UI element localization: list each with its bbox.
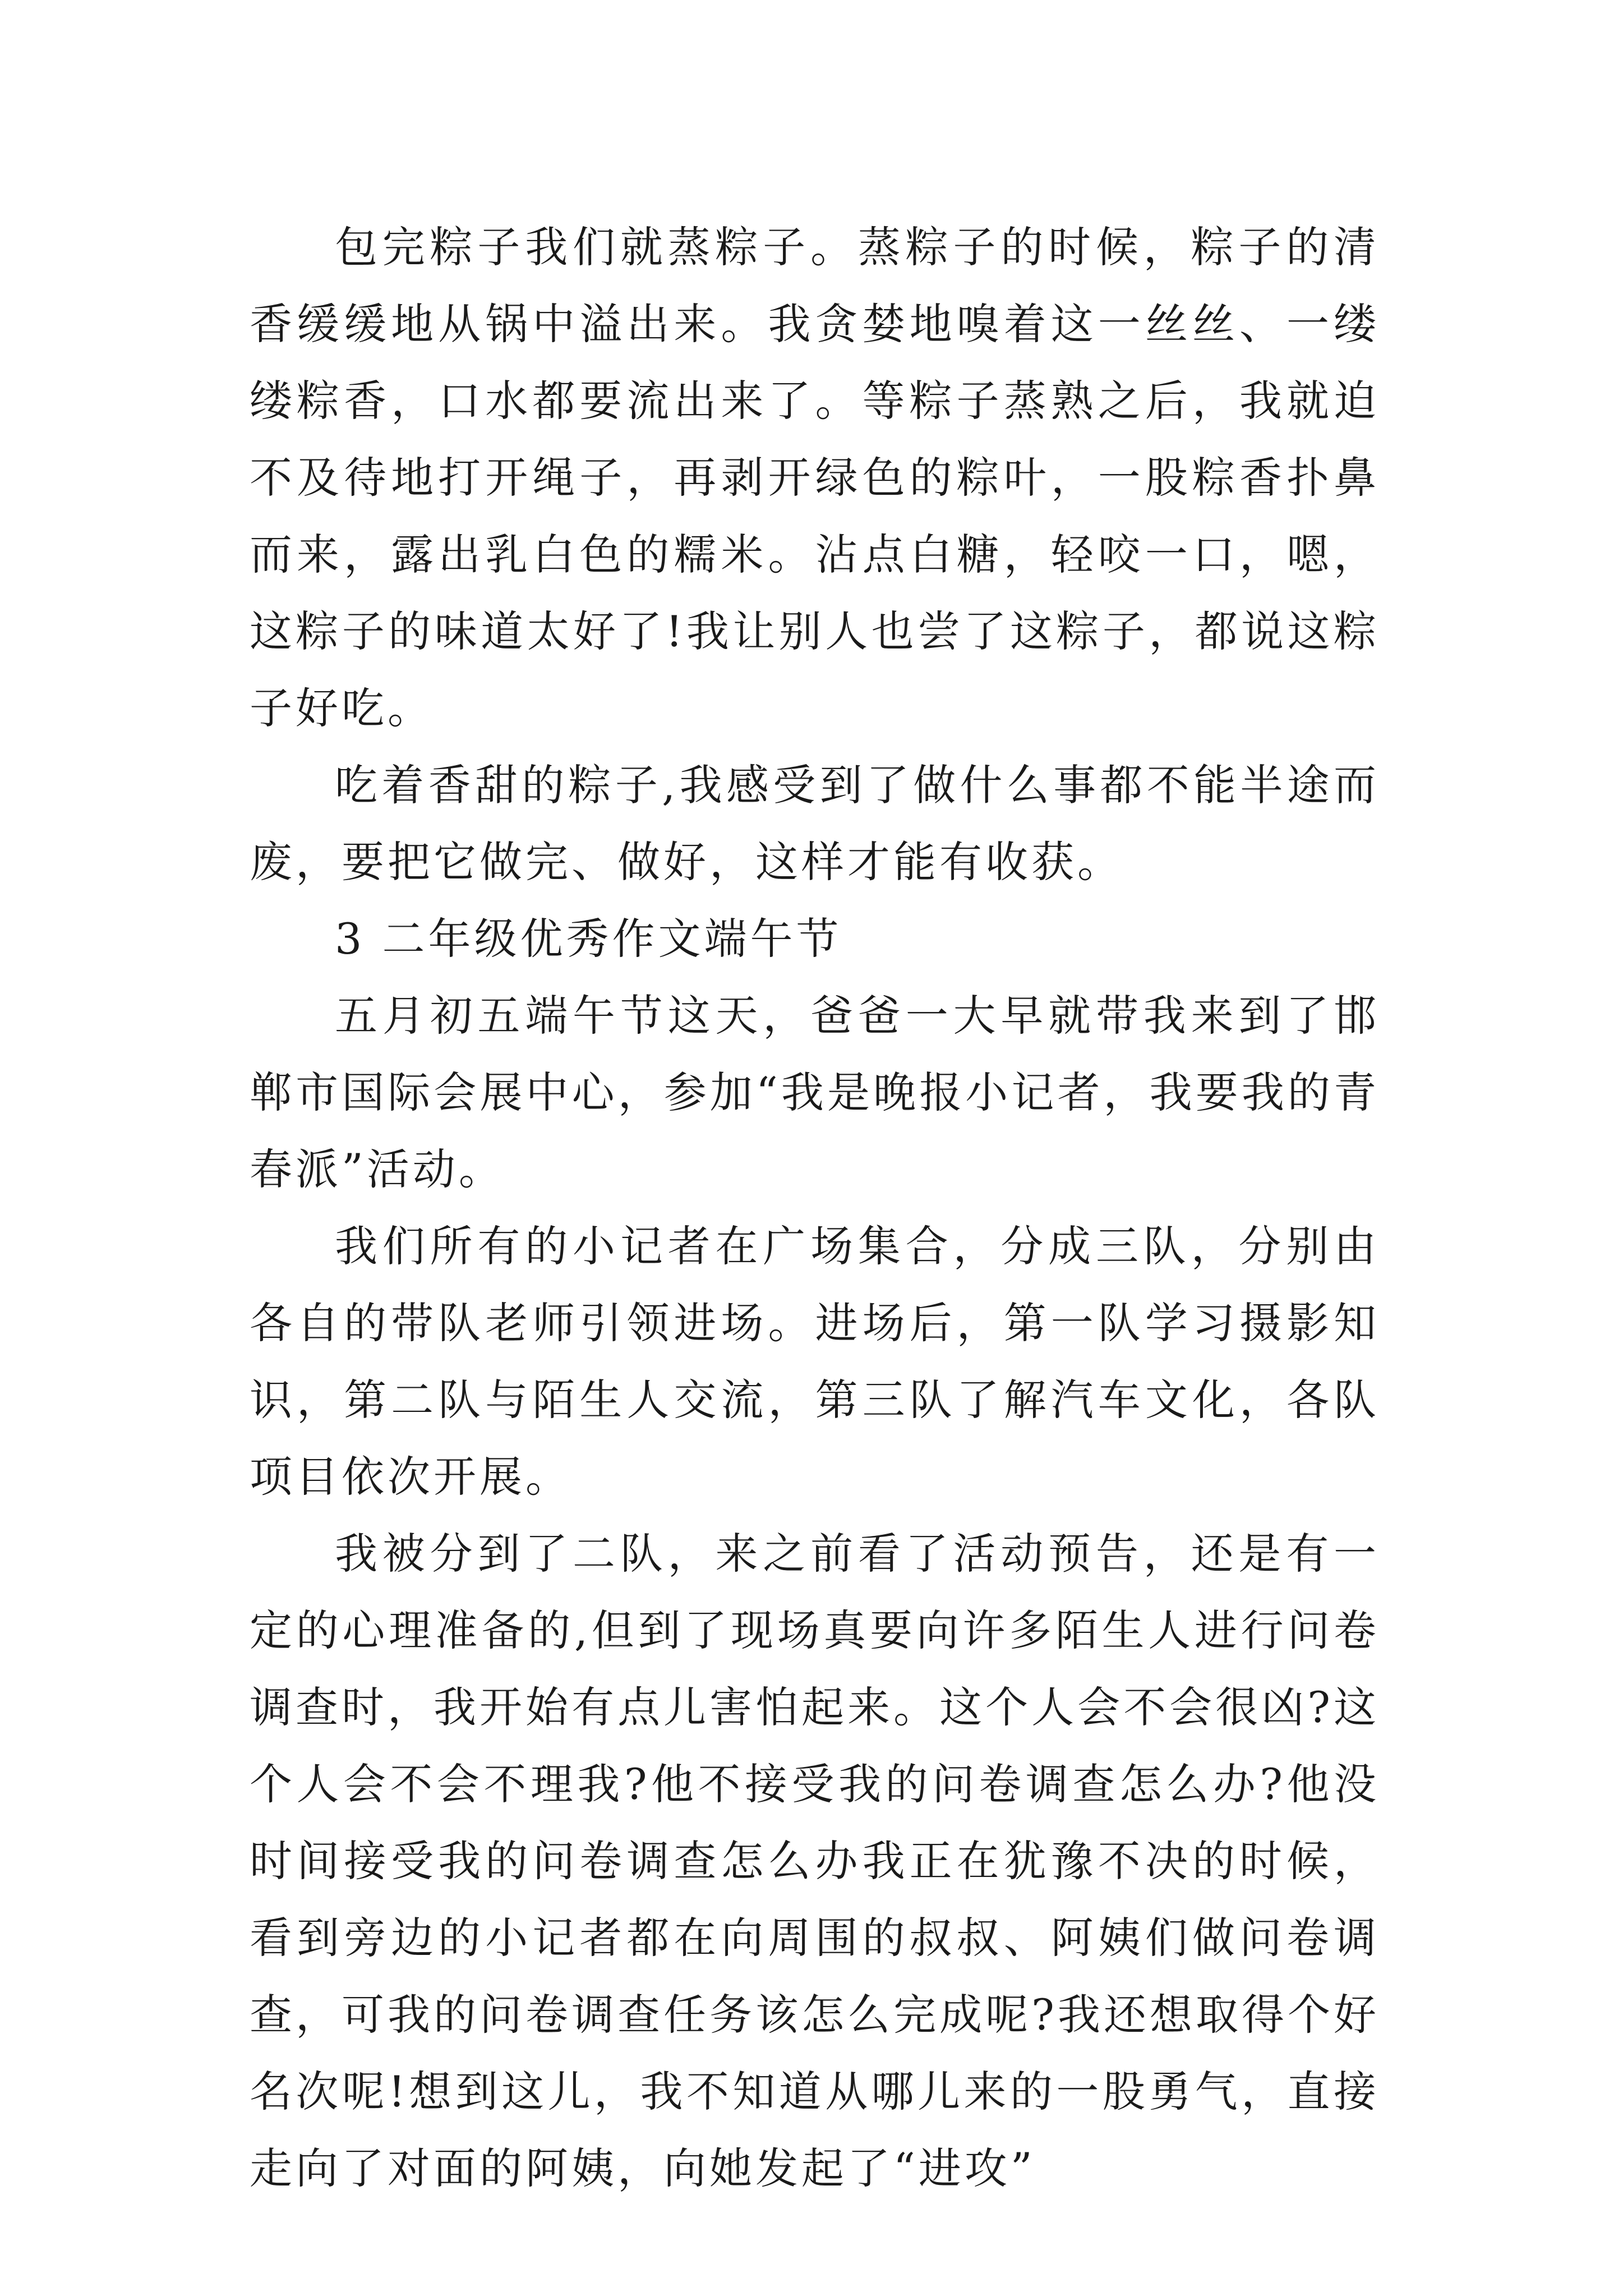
essay-heading: 3 二年级优秀作文端午节	[335, 914, 842, 964]
document-body	[250, 209, 1380, 2207]
paragraph-survey: 我被分到了二队，来之前看了活动预告，还是有一定的心理准备的,但到了现场真要向许多陌生人进行问卷调查时，我开始有点儿害怕起来。这个人会不会很凶?这个人会不会不理我?他不接受我的问卷调查怎么办?他没时间接受我的问卷调查怎么办我正在犹豫不决的时候，看到旁边的小记者都在向周围的叔叔、阿姨们做问卷调查，可我的问卷调查任务该怎么完成呢?我还想取得个好名次呢!想到这儿，我不知道从哪儿来的一股勇气，直接走向了对面的阿姨，向她发起了“进攻”	[250, 1529, 1380, 2193]
paragraph-dragon-boat-day: 五月初五端午节这天，爸爸一大早就带我来到了邯郸市国际会展中心，参加“我是晚报小记者，我要我的青春派”活动。	[250, 991, 1380, 1194]
paragraph-teams: 我们所有的小记者在广场集合，分成三队，分别由各自的带队老师引领进场。进场后，第一队学习摄影知识，第二队与陌生人交流，第三队了解汽车文化，各队项目依次开展。	[250, 1221, 1380, 1502]
paragraph-reflection: 吃着香甜的粽子,我感受到了做什么事都不能半途而废，要把它做完、做好，这样才能有收获。	[250, 760, 1380, 887]
paragraph-steaming-zongzi: 包完粽子我们就蒸粽子。蒸粽子的时候，粽子的清香缓缓地从锅中溢出来。我贪婪地嗅着这一丝丝、一缕缕粽香，口水都要流出来了。等粽子蒸熟之后，我就迫不及待地打开绳子，再剥开绿色的粽叶，一股粽香扑鼻而来，露出乳白色的糯米。沾点白糖，轻咬一口，嗯，这粽子的味道太好了!我让别人也尝了这粽子，都说这粽子好吃。	[250, 222, 1380, 733]
